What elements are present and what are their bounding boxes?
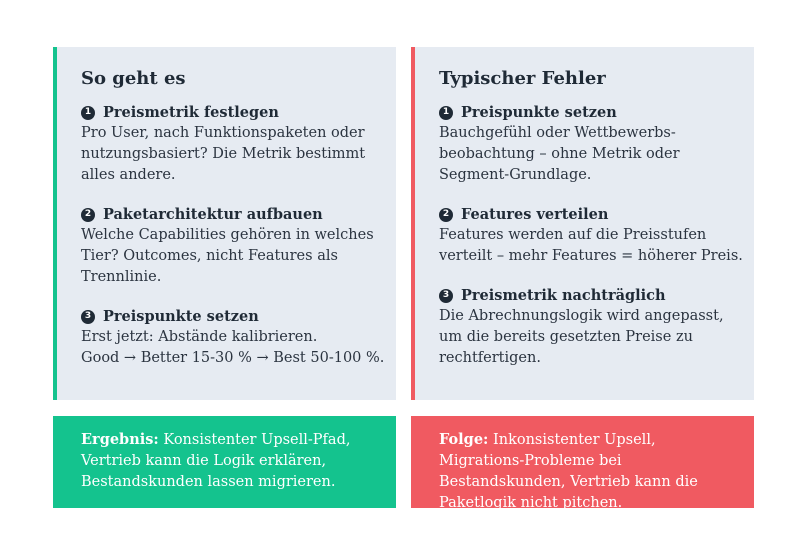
mistake-step-3 bbox=[439, 285, 754, 369]
step-title: Preispunkte setzen bbox=[103, 308, 259, 325]
consequence-label: Folge: bbox=[439, 431, 489, 448]
step-description: Bauchgefühl oder Wettbewerbs- beobachtung – ohne Metrik oder Segment-Grundlage. bbox=[439, 125, 680, 183]
step-number-badge: 3 bbox=[439, 289, 453, 303]
step-title: Preismetrik festlegen bbox=[103, 104, 279, 121]
correct-step-2 bbox=[81, 204, 396, 288]
mistake-step-2 bbox=[439, 204, 754, 267]
step-description: Features werden auf die Preisstufen verteilt – mehr Features = höherer Preis. bbox=[439, 227, 743, 264]
typical-mistake-title: Typischer Fehler bbox=[439, 68, 606, 89]
mistake-step-1 bbox=[439, 102, 754, 186]
correct-approach-title: So geht es bbox=[81, 68, 186, 89]
step-description: Die Abrechnungslogik wird angepasst, um die bereits gesetzten Preise zu rechtfertigen. bbox=[439, 308, 724, 366]
step-description: Pro User, nach Funktionspaketen oder nutzungsbasiert? Die Metrik bestimmt alles andere. bbox=[81, 125, 366, 183]
step-number-badge: 1 bbox=[81, 106, 95, 120]
step-description: Erst jetzt: Abstände kalibrieren. Good → Better 15-30 % → Best 50-100 %. bbox=[81, 329, 385, 366]
result-text: Konsistenter Upsell-Pfad, Vertrieb kann die Logik erklären, Bestandskunden lassen migrieren. bbox=[81, 432, 351, 490]
consequence-text: Inkonsistenter Upsell, Migrations-Probleme bei Bestandskunden, Vertrieb kann die Paketlogik nicht pitchen. bbox=[439, 432, 698, 511]
step-number-badge: 3 bbox=[81, 310, 95, 324]
step-title: Preispunkte setzen bbox=[461, 104, 617, 121]
consequence-box bbox=[411, 416, 754, 511]
typical-mistake-panel bbox=[411, 47, 754, 400]
correct-step-1 bbox=[81, 102, 396, 186]
step-number-badge: 2 bbox=[439, 208, 453, 222]
step-title: Paketarchitektur aufbauen bbox=[103, 206, 323, 223]
step-description: Welche Capabilities gehören in welches Tier? Outcomes, nicht Features als Trennlinie. bbox=[81, 227, 374, 285]
step-number-badge: 1 bbox=[439, 106, 453, 120]
step-number-badge: 2 bbox=[81, 208, 95, 222]
correct-approach-panel bbox=[53, 47, 396, 400]
correct-step-3 bbox=[81, 306, 396, 369]
result-box bbox=[53, 416, 396, 508]
result-label: Ergebnis: bbox=[81, 431, 159, 448]
step-title: Preismetrik nachträglich bbox=[461, 287, 666, 304]
step-title: Features verteilen bbox=[461, 206, 609, 223]
